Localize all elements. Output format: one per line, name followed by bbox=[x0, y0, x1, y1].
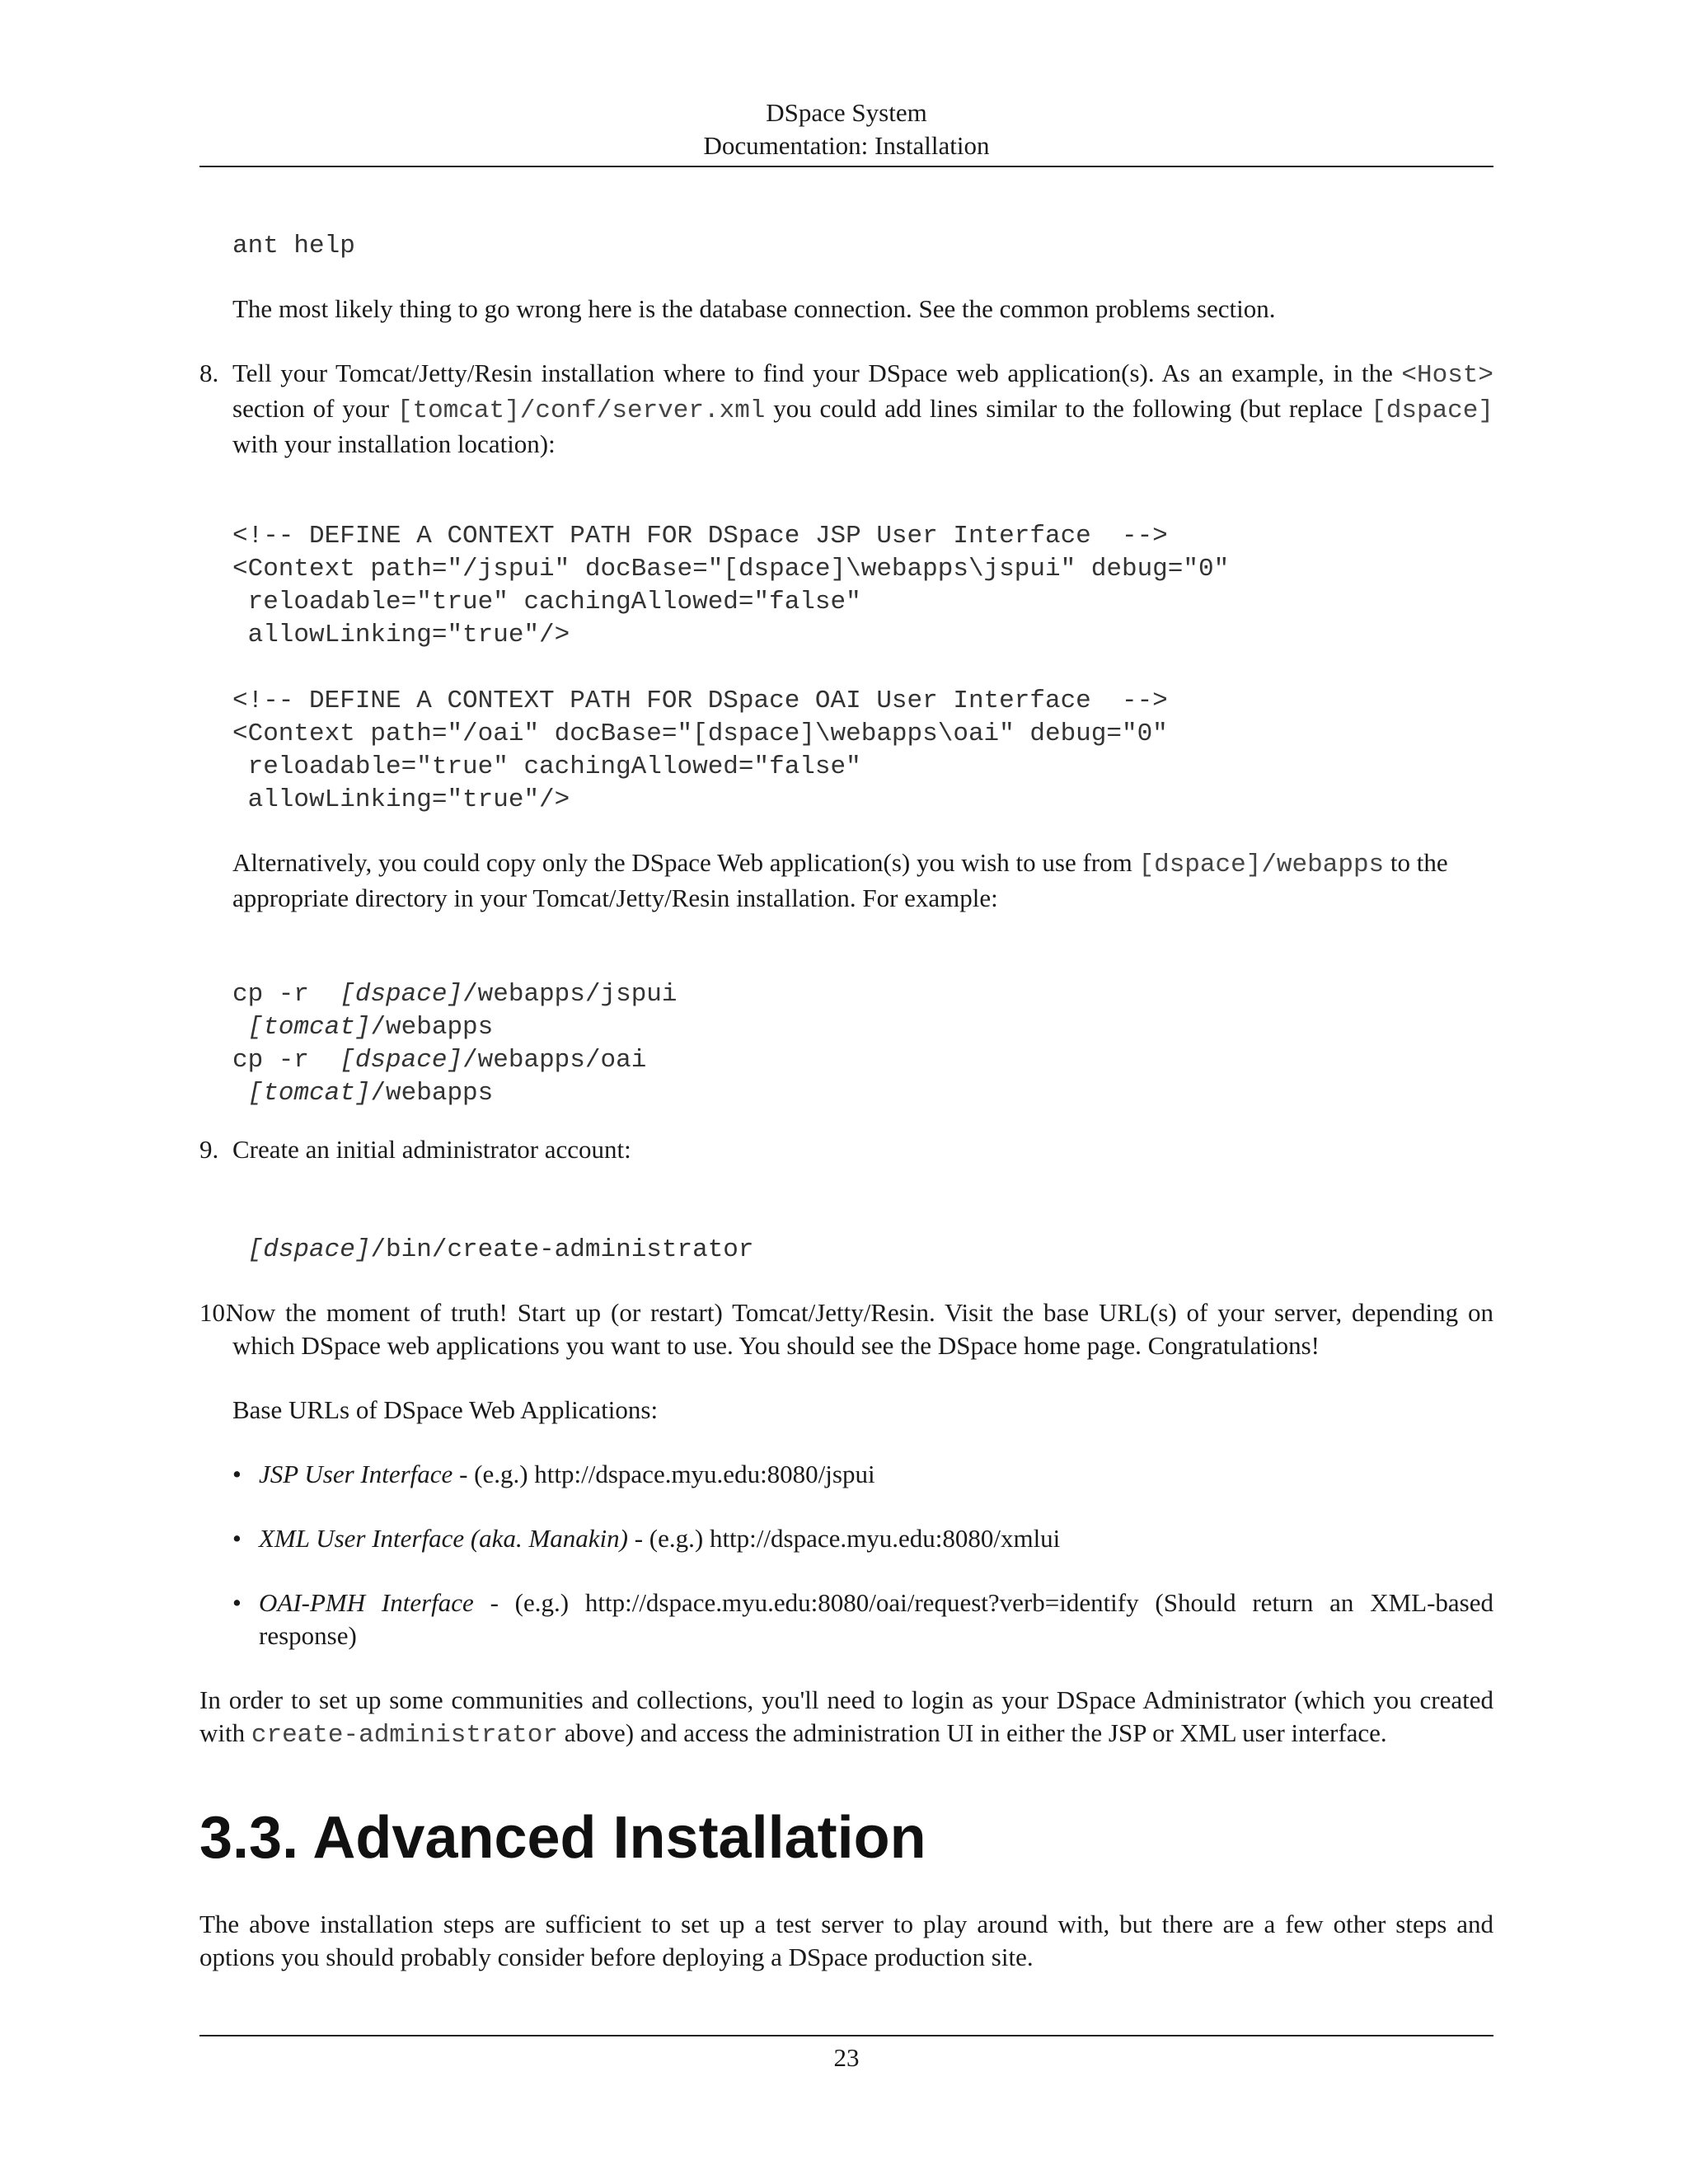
ant-help-code: ant help bbox=[232, 232, 355, 260]
section-heading: 3.3. Advanced Installation bbox=[199, 1805, 926, 1871]
copy-commands-code-block bbox=[232, 978, 1493, 1110]
page-number: 23 bbox=[833, 2043, 860, 2072]
code-line bbox=[232, 1011, 1493, 1044]
bullet-url: - (e.g.) http://dspace.myu.edu:8080/oai/request?verb=identify (Should return an XML-based response) bbox=[259, 1588, 1493, 1650]
dspace-placeholder-code: [dspace] bbox=[1371, 396, 1493, 425]
footer-rule bbox=[199, 2035, 1493, 2036]
code-line bbox=[232, 978, 1493, 1011]
alternative-text-part: Alternatively, you could copy only the DSpace Web application(s) you wish to use from bbox=[232, 848, 1139, 877]
code-path: /webapps bbox=[370, 1079, 494, 1108]
webapps-path-code: [dspace]/webapps bbox=[1138, 851, 1385, 879]
bullet-name: XML User Interface (aka. Manakin) bbox=[259, 1524, 628, 1553]
step-8-text-part: with your installation location): bbox=[232, 429, 556, 458]
create-administrator-code: create-administrator bbox=[251, 1721, 558, 1750]
step-8-text bbox=[232, 357, 1493, 461]
paragraph-part: In order to set up some communities and collections, you'll need to login as your DSpace Administrator (which you created with bbox=[199, 1685, 1493, 1747]
code-path: /bin/create-administrator bbox=[370, 1235, 754, 1264]
bullet-xml-ui bbox=[259, 1522, 1493, 1555]
code-variable: [dspace] bbox=[247, 1235, 371, 1264]
step-10-number: 10. bbox=[199, 1298, 232, 1327]
code-path: /webapps/jspui bbox=[462, 980, 678, 1009]
bullet-glyph: • bbox=[232, 1588, 241, 1617]
alternative-text bbox=[232, 846, 1493, 915]
db-note: The most likely thing to go wrong here is the database connection. See the common problems section. bbox=[232, 294, 1276, 323]
header-title: DSpace System bbox=[766, 98, 927, 127]
alternative-text-part: to the appropriate directory in your Tomcat/Jetty/Resin installation. For example: bbox=[232, 848, 1448, 912]
code-path: /webapps bbox=[370, 1013, 494, 1042]
base-urls-label: Base URLs of DSpace Web Applications: bbox=[232, 1395, 659, 1424]
create-admin-code bbox=[232, 1234, 1493, 1267]
code-line bbox=[232, 1044, 1493, 1077]
code-path: /webapps/oai bbox=[462, 1046, 647, 1075]
header-rule bbox=[199, 166, 1493, 167]
bullet-glyph: • bbox=[232, 1460, 241, 1488]
code-command: cp -r bbox=[232, 1046, 340, 1075]
step-8-text-part: Tell your Tomcat/Jetty/Resin installation where to find your DSpace web application(s). As an example, in the bbox=[232, 359, 1393, 387]
bullet-name: JSP User Interface bbox=[259, 1460, 453, 1488]
code-variable: [dspace] bbox=[340, 980, 463, 1009]
bullet-jsp-ui bbox=[259, 1458, 1493, 1491]
bullet-url: - (e.g.) http://dspace.myu.edu:8080/jspui bbox=[452, 1460, 875, 1488]
code-variable: [dspace] bbox=[340, 1046, 463, 1075]
paragraph-part: above) and access the administration UI in either the JSP or XML user interface. bbox=[557, 1718, 1387, 1747]
code-variable: [tomcat] bbox=[247, 1013, 371, 1042]
header-subtitle: Documentation: Installation bbox=[703, 131, 990, 160]
bullet-url: - (e.g.) http://dspace.myu.edu:8080/xmlui bbox=[627, 1524, 1061, 1553]
bullet-glyph: • bbox=[232, 1524, 241, 1553]
step-10-text: Now the moment of truth! Start up (or restart) Tomcat/Jetty/Resin. Visit the base URL(s) of your server, depending on which DSpace web applications you want to use. You should see the DSpace home page. Congratulations! bbox=[226, 1298, 1493, 1360]
code-line bbox=[232, 1077, 1493, 1110]
step-8-number: 8. bbox=[199, 359, 219, 387]
code-variable: [tomcat] bbox=[247, 1079, 371, 1108]
step-8-text-part: section of your bbox=[232, 394, 397, 423]
server-xml-path: [tomcat]/conf/server.xml bbox=[396, 396, 766, 425]
communities-paragraph bbox=[199, 1684, 1493, 1752]
step-9-number: 9. bbox=[199, 1135, 219, 1164]
bullet-oai-pmh bbox=[259, 1586, 1493, 1652]
step-8-text-part: you could add lines similar to the following (but replace bbox=[765, 394, 1372, 423]
step-9-text: Create an initial administrator account: bbox=[232, 1135, 631, 1164]
bullet-name: OAI-PMH Interface bbox=[259, 1588, 474, 1617]
code-command: cp -r bbox=[232, 980, 340, 1009]
host-tag-code: <Host> bbox=[1401, 361, 1494, 390]
section-paragraph: The above installation steps are sufficient to set up a test server to play around with, but there are a few other steps and options you should probably consider before deploying a DSpace production site. bbox=[199, 1910, 1493, 1971]
context-config-code-block: <!-- DEFINE A CONTEXT PATH FOR DSpace JSP User Interface --> <Context path="/jspui" docBase="[dspace]\webapps\jspui" debug="0" reloadable="true" cachingAllowed="false" allowLinking="true"/> <!-- DEFINE A CONTEXT PATH FOR DSpace OAI User Interface --> <Context path="/oai" docBase="[dspace]\webapps\oai" debug="0" reloadable="true" cachingAllowed="false" allowLinking="true"/> bbox=[232, 522, 1230, 814]
